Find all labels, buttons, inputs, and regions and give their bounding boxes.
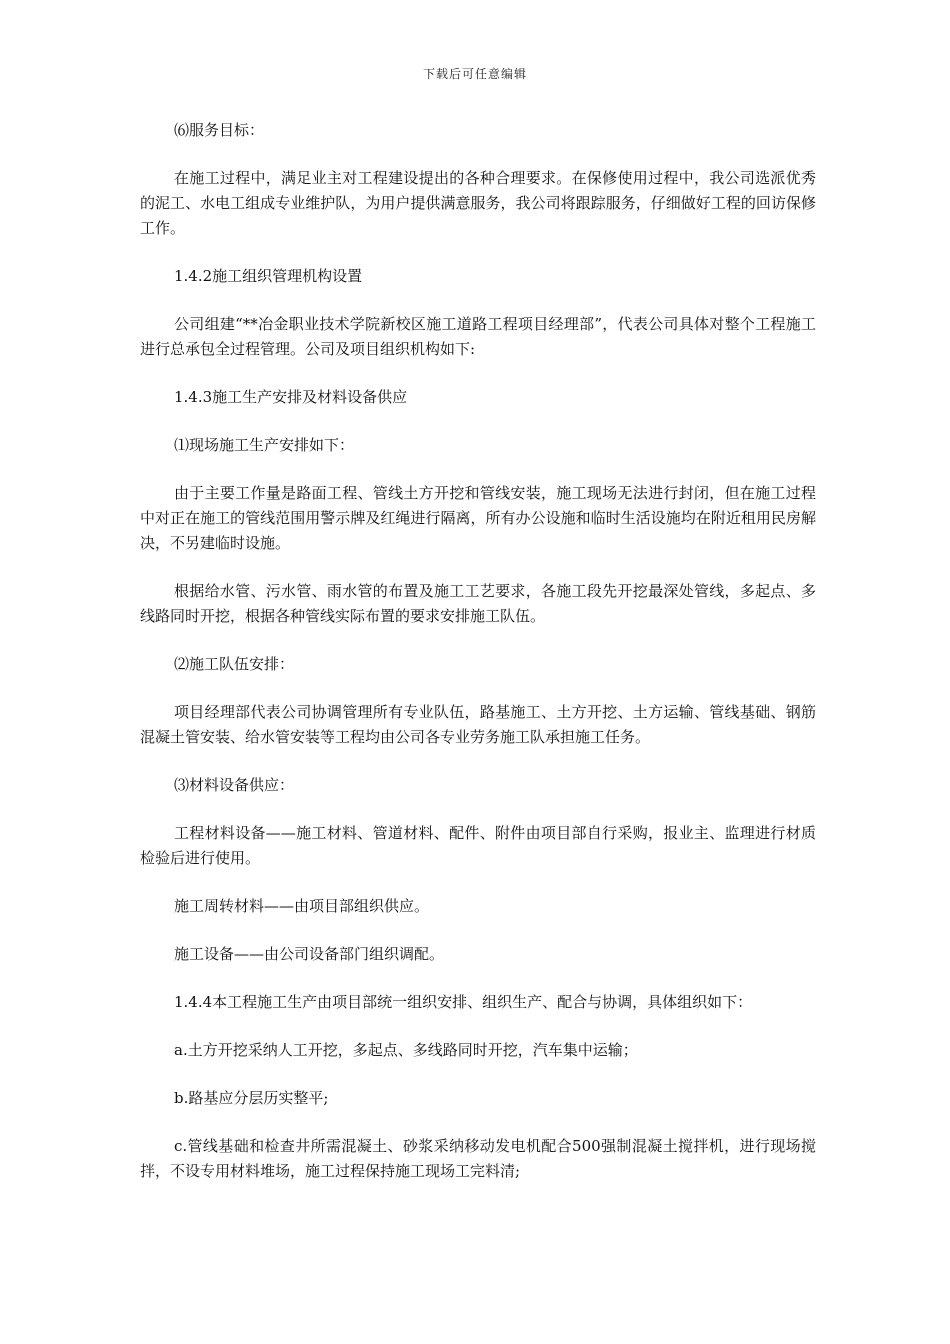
paragraph-turnover-material: 施工周转材料——由项目部组织供应。 <box>174 897 430 915</box>
subheading-team-arrangement: ⑵施工队伍安排： <box>174 655 295 673</box>
section-heading-1-4-3: 1.4.3施工生产安排及材料设备供应 <box>174 388 408 406</box>
subheading-material-supply: ⑶材料设备供应： <box>174 776 295 794</box>
list-item-b: b.路基应分层历实整平; <box>174 1089 329 1107</box>
paragraph-material-equipment: 工程材料设备——施工材料、管道材料、配件、附件由项目部自行采购，报业主、监理进行材质检验后进行使用。 <box>140 824 816 867</box>
section-heading-1-4-4: 1.4.4本工程施工生产由项目部统一组织安排、组织生产、配合与协调，具体组织如下： <box>174 993 753 1011</box>
page-header: 下载后可任意编辑 <box>422 67 527 81</box>
paragraph-team-arrangement: 项目经理部代表公司协调管理所有专业队伍，路基施工、土方开挖、土方运输、管线基础、钢筋混凝土管安装、给水管安装等工程均由公司各专业劳务施工队承担施工任务。 <box>140 703 816 746</box>
paragraph-construction-equipment: 施工设备——由公司设备部门组织调配。 <box>174 945 445 963</box>
paragraph-pipe-layout: 根据给水管、污水管、雨水管的布置及施工工艺要求，各施工段先开挖最深处管线，多起点、多线路同时开挖，根据各种管线实际布置的要求安排施工队伍。 <box>140 582 816 625</box>
list-item-c: c.管线基础和检查井所需混凝土、砂浆采纳移动发电机配合500强制混凝土搅拌机，进行现场搅拌，不设专用材料堆场，施工过程保持施工现场工完料清; <box>140 1137 816 1180</box>
paragraph-service-goal: 在施工过程中，满足业主对工程建设提出的各种合理要求。在保修使用过程中，我公司选派优秀的泥工、水电工组成专业维护队，为用户提供满意服务，我公司将跟踪服务，仔细做好工程的回访保修工作。 <box>140 169 816 237</box>
paragraph-organization: 公司组建“**冶金职业技术学院新校区施工道路工程项目经理部”，代表公司具体对整个工程施工进行总承包全过程管理。公司及项目组织机构如下: <box>140 315 816 358</box>
subheading-site-arrangement: ⑴现场施工生产安排如下： <box>174 436 355 454</box>
paragraph-site-arrangement: 由于主要工作量是路面工程、管线土方开挖和管线安装，施工现场无法进行封闭，但在施工过程中对正在施工的管线范围用警示牌及红绳进行隔离，所有办公设施和临时生活设施均在附近租用民房解决，不另建临时设施。 <box>140 484 816 552</box>
document-body <box>140 118 816 1207</box>
list-item-a: a.土方开挖采纳人工开挖，多起点、多线路同时开挖，汽车集中运输； <box>174 1041 638 1059</box>
section-heading-service-goal: ⑹服务目标： <box>174 121 265 139</box>
section-heading-1-4-2: 1.4.2施工组织管理机构设置 <box>174 267 363 285</box>
